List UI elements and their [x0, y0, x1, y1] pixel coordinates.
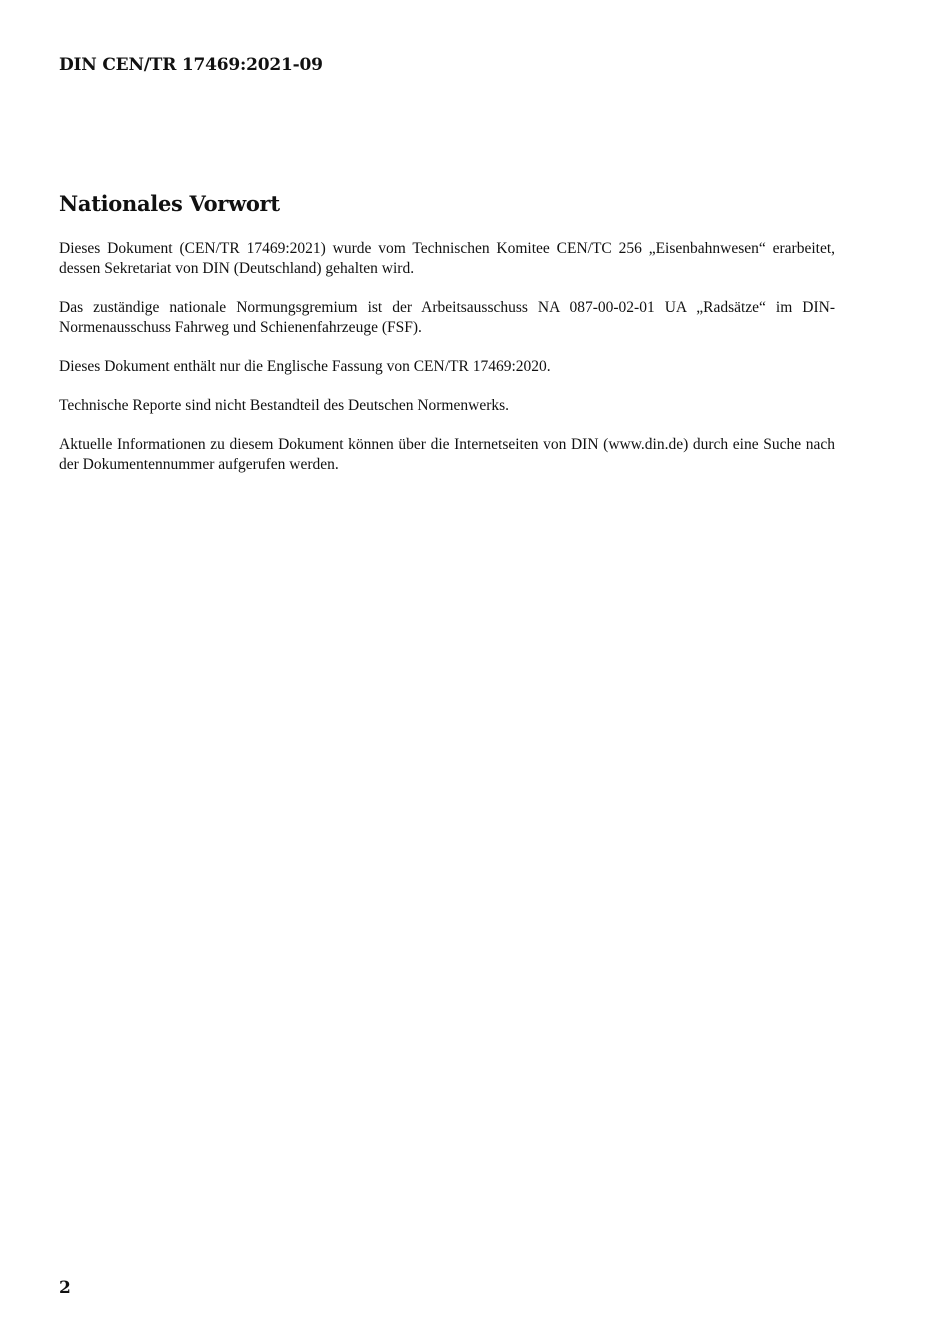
- section-title: Nationales Vorwort: [59, 191, 280, 216]
- paragraph-current-information: Aktuelle Informationen zu diesem Dokument können über die Internetseiten von DIN (www.din.de) durch eine Suche nach der Dokumentennummer aufgerufen werden.: [59, 436, 835, 473]
- paragraph-technical-reports: Technische Reporte sind nicht Bestandteil des Deutschen Normenwerks.: [59, 397, 510, 414]
- document-id: DIN CEN/TR 17469:2021-09: [59, 55, 323, 75]
- paragraph-committee: Dieses Dokument (CEN/TR 17469:2021) wurde vom Technischen Komitee CEN/TC 256 „Eisenbahnwesen“ erarbeitet, dessen Sekretariat von DIN (Deutschland) gehalten wird.: [59, 240, 835, 277]
- paragraph-language-version: Dieses Dokument enthält nur die Englische Fassung von CEN/TR 17469:2020.: [59, 358, 551, 375]
- page-number: 2: [59, 1278, 71, 1298]
- foreword-body: [59, 239, 835, 494]
- paragraph-responsible-body: Das zuständige nationale Normungsgremium ist der Arbeitsausschuss NA 087-00-02-01 UA „Radsätze“ im DIN-Normenausschuss Fahrweg und Schienenfahrzeuge (FSF).: [59, 299, 835, 336]
